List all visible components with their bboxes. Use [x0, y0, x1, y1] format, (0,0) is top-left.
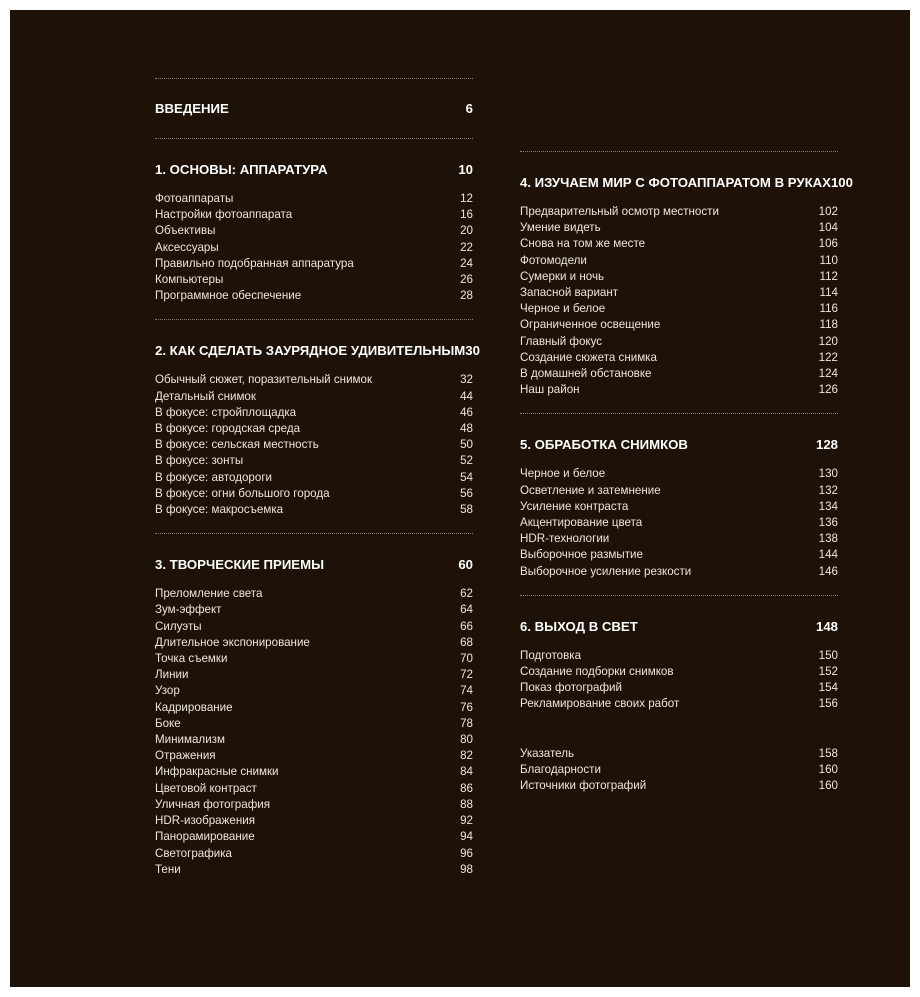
toc-entry[interactable] — [155, 651, 473, 667]
toc-entry[interactable] — [520, 664, 838, 680]
entry-page: 22 — [460, 240, 473, 254]
toc-entry[interactable] — [520, 204, 838, 220]
entry-title: Запасной вариант — [520, 286, 619, 300]
entry-page: 116 — [819, 302, 838, 316]
toc-section-heading[interactable] — [520, 437, 838, 453]
entry-page: 122 — [818, 350, 838, 364]
toc-entry[interactable] — [520, 531, 838, 547]
toc-entry[interactable] — [155, 191, 473, 207]
toc-section-heading[interactable] — [155, 343, 480, 359]
entry-page: 134 — [818, 499, 838, 513]
entry-page: 50 — [460, 438, 473, 452]
entry-title: Ограниченное освещение — [520, 318, 661, 332]
toc-entry[interactable] — [155, 453, 473, 469]
section-page: 30 — [465, 343, 480, 359]
entry-title: Фотомодели — [520, 253, 587, 267]
entry-page: 56 — [460, 486, 473, 500]
entry-page: 124 — [818, 367, 838, 381]
entry-page: 68 — [460, 635, 473, 649]
entry-page: 76 — [460, 700, 473, 714]
entry-title: Боке — [155, 716, 181, 730]
toc-entry[interactable] — [155, 272, 473, 288]
dotted-divider — [155, 319, 473, 320]
entry-title: Преломление света — [155, 587, 263, 601]
toc-entry[interactable] — [155, 256, 473, 272]
dotted-divider — [520, 151, 838, 152]
entry-page: 136 — [818, 516, 838, 530]
toc-entry[interactable] — [520, 285, 838, 301]
section-title: 4. ИЗУЧАЕМ МИР С ФОТОАППАРАТОМ В РУКАХ — [520, 175, 831, 190]
entry-title: Светографика — [155, 846, 233, 860]
entry-page: 82 — [460, 749, 473, 763]
entry-page: 54 — [460, 470, 473, 484]
toc-entry[interactable] — [520, 564, 838, 580]
toc-entry[interactable] — [155, 240, 473, 256]
toc-entry[interactable] — [520, 696, 838, 712]
entry-title: Тени — [155, 862, 181, 876]
entry-page: 48 — [460, 422, 473, 436]
dotted-divider — [155, 533, 473, 534]
entry-page: 32 — [460, 373, 473, 387]
toc-entry[interactable] — [155, 288, 473, 304]
toc-entry[interactable] — [155, 781, 473, 797]
toc-entry-list — [520, 204, 838, 398]
entry-title: В фокусе: зонты — [155, 454, 244, 468]
toc-entry[interactable] — [155, 683, 473, 699]
entry-title: Выборочное усиление резкости — [520, 564, 692, 578]
toc-entry[interactable] — [520, 334, 838, 350]
entry-page: 158 — [818, 746, 838, 760]
toc-entry[interactable] — [520, 382, 838, 398]
entry-title: Минимализм — [155, 733, 225, 747]
entry-page: 154 — [818, 681, 838, 695]
entry-title: HDR-изображения — [155, 814, 255, 828]
entry-page: 160 — [818, 762, 838, 776]
toc-left-column — [155, 78, 480, 878]
entry-title: Фотоаппараты — [155, 192, 234, 205]
entry-page: 16 — [460, 208, 473, 222]
entry-title: В фокусе: городская среда — [155, 422, 301, 436]
entry-page: 104 — [818, 221, 838, 235]
entry-page: 118 — [819, 318, 838, 332]
entry-title: Кадрирование — [155, 700, 233, 714]
entry-page: 146 — [818, 564, 838, 578]
toc-entry[interactable] — [155, 748, 473, 764]
entry-title: Инфракрасные снимки — [155, 765, 279, 779]
entry-page: 114 — [819, 286, 838, 300]
toc-entry[interactable] — [520, 483, 838, 499]
entry-page: 110 — [819, 253, 838, 267]
entry-page: 132 — [818, 483, 838, 497]
entry-title: Настройки фотоаппарата — [155, 208, 293, 222]
toc-entry[interactable] — [155, 502, 473, 518]
entry-page: 94 — [460, 830, 473, 844]
entry-page: 66 — [460, 619, 473, 633]
entry-title: В фокусе: стройплощадка — [155, 405, 297, 419]
entry-title: Компьютеры — [155, 273, 224, 287]
entry-page: 144 — [818, 548, 838, 562]
entry-title: В фокусе: огни большого города — [155, 486, 330, 500]
entry-page: 28 — [460, 289, 473, 303]
entry-page: 44 — [460, 389, 473, 403]
entry-title: Линии — [155, 668, 189, 682]
section-title: 1. ОСНОВЫ: АППАРАТУРА — [155, 162, 328, 177]
entry-page: 64 — [460, 603, 473, 617]
entry-page: 74 — [460, 684, 473, 698]
toc-section-heading[interactable] — [520, 619, 838, 635]
section-title: 6. ВЫХОД В СВЕТ — [520, 618, 638, 634]
entry-page: 46 — [460, 405, 473, 419]
toc-appendix-list — [520, 746, 838, 795]
entry-title: Подготовка — [520, 648, 582, 662]
entry-page: 52 — [460, 454, 473, 468]
entry-page: 150 — [818, 648, 838, 662]
toc-entry[interactable] — [155, 667, 473, 683]
entry-page: 130 — [818, 467, 838, 481]
entry-page: 12 — [460, 192, 473, 205]
entry-page: 88 — [460, 797, 473, 811]
entry-title: В фокусе: сельская местность — [155, 438, 319, 452]
entry-title: Черное и белое — [520, 467, 606, 481]
entry-page: 160 — [818, 779, 838, 793]
toc-entry[interactable] — [155, 764, 473, 780]
entry-title: Точка съемки — [155, 652, 228, 666]
section-title: 2. КАК СДЕЛАТЬ ЗАУРЯДНОЕ УДИВИТЕЛЬНЫМ — [155, 343, 466, 359]
section-title: 3. ТВОРЧЕСКИЕ ПРИЕМЫ — [155, 557, 324, 573]
entry-title: Создание сюжета снимка — [520, 350, 657, 364]
entry-title: Умение видеть — [520, 221, 601, 235]
entry-title: В домашней обстановке — [520, 367, 652, 381]
entry-title: Наш район — [520, 383, 580, 397]
entry-title: Цветовой контраст — [155, 781, 257, 795]
entry-title: Панорамирование — [155, 830, 255, 844]
toc-entry[interactable] — [155, 813, 473, 829]
toc-entry[interactable] — [155, 602, 473, 618]
entry-title: Усиление контраста — [520, 499, 629, 513]
entry-title: Благодарности — [520, 762, 601, 776]
toc-section-heading[interactable] — [520, 175, 853, 191]
entry-page: 102 — [818, 205, 838, 218]
toc-entry[interactable] — [520, 648, 838, 664]
section-title: 5. ОБРАБОТКА СНИМКОВ — [520, 437, 688, 453]
toc-entry[interactable] — [520, 746, 838, 762]
entry-page: 26 — [460, 273, 473, 287]
entry-page: 152 — [818, 665, 838, 679]
toc-entry[interactable] — [155, 619, 473, 635]
entry-page: 98 — [460, 862, 473, 876]
entry-page: 80 — [460, 733, 473, 747]
toc-entry[interactable] — [155, 700, 473, 716]
toc-entry[interactable] — [520, 301, 838, 317]
toc-entry[interactable] — [520, 499, 838, 515]
entry-title: Объективы — [155, 224, 216, 238]
entry-title: Источники фотографий — [520, 779, 647, 793]
section-page: 60 — [458, 557, 473, 573]
entry-page: 138 — [818, 532, 838, 546]
toc-entry[interactable] — [520, 269, 838, 285]
entry-title: Черное и белое — [520, 302, 606, 316]
entry-title: HDR-технологии — [520, 532, 610, 546]
toc-entry[interactable] — [155, 389, 473, 405]
entry-page: 70 — [460, 652, 473, 666]
toc-entry[interactable] — [520, 236, 838, 252]
entry-page: 92 — [460, 814, 473, 828]
entry-title: Осветление и затемнение — [520, 483, 661, 497]
entry-title: Детальный снимок — [155, 389, 256, 403]
toc-entry[interactable] — [155, 586, 473, 602]
toc-entry[interactable] — [155, 372, 473, 388]
toc-entry-list — [520, 648, 838, 713]
entry-title: Предварительный осмотр местности — [520, 205, 719, 218]
entry-title: Выборочное размытие — [520, 548, 643, 562]
entry-page: 24 — [460, 256, 473, 270]
entry-page: 72 — [460, 668, 473, 682]
entry-title: Отражения — [155, 749, 216, 763]
section-title: ВВЕДЕНИЕ — [155, 101, 229, 116]
toc-entry[interactable] — [155, 846, 473, 862]
entry-page: 156 — [818, 697, 838, 711]
entry-page: 20 — [460, 224, 473, 238]
toc-right-column — [520, 151, 853, 794]
toc-entry[interactable] — [155, 862, 473, 878]
entry-page: 86 — [460, 781, 473, 795]
toc-entry[interactable] — [155, 437, 473, 453]
section-page: 6 — [465, 101, 473, 116]
dotted-divider — [155, 78, 473, 79]
entry-title: Акцентирование цвета — [520, 516, 643, 530]
toc-page — [10, 10, 910, 987]
entry-title: Силуэты — [155, 619, 202, 633]
section-page: 10 — [458, 162, 473, 177]
section-page: 100 — [830, 175, 853, 190]
toc-entry[interactable] — [520, 220, 838, 236]
entry-page: 96 — [460, 846, 473, 860]
toc-entry[interactable] — [520, 515, 838, 531]
toc-entry[interactable] — [520, 547, 838, 563]
toc-entry-list — [155, 586, 473, 878]
toc-entry-list — [155, 372, 473, 518]
toc-entry[interactable] — [155, 797, 473, 813]
section-page: 148 — [815, 618, 838, 634]
toc-entry[interactable] — [155, 470, 473, 486]
toc-entry[interactable] — [155, 421, 473, 437]
entry-title: Показ фотографий — [520, 681, 622, 695]
entry-page: 78 — [460, 716, 473, 730]
toc-entry[interactable] — [520, 350, 838, 366]
toc-entry[interactable] — [520, 366, 838, 382]
entry-title: Рекламирование своих работ — [520, 697, 680, 711]
toc-entry[interactable] — [520, 778, 838, 794]
entry-page: 126 — [818, 383, 838, 397]
entry-title: Зум-эффект — [155, 603, 222, 617]
entry-page: 106 — [818, 237, 838, 251]
dotted-divider — [520, 595, 838, 596]
entry-title: В фокусе: макросъемка — [155, 503, 284, 517]
toc-entry[interactable] — [155, 732, 473, 748]
entry-title: Снова на том же месте — [520, 237, 646, 251]
dotted-divider — [520, 413, 838, 414]
entry-title: Программное обеспечение — [155, 289, 302, 303]
toc-entry[interactable] — [155, 223, 473, 239]
toc-entry-list — [520, 466, 838, 579]
section-page: 128 — [815, 437, 838, 453]
toc-entry[interactable] — [155, 405, 473, 421]
entry-title: Узор — [155, 684, 180, 698]
entry-title: Сумерки и ночь — [520, 269, 605, 283]
toc-entry[interactable] — [155, 207, 473, 223]
toc-entry[interactable] — [155, 829, 473, 845]
entry-title: Длительное экспонирование — [155, 635, 310, 649]
toc-entry[interactable] — [520, 317, 838, 333]
toc-entry-list — [155, 191, 473, 304]
entry-title: Указатель — [520, 746, 575, 760]
toc-entry[interactable] — [520, 762, 838, 778]
toc-section-heading[interactable] — [155, 557, 473, 573]
toc-entry[interactable] — [155, 716, 473, 732]
entry-page: 112 — [819, 269, 838, 283]
toc-entry[interactable] — [520, 680, 838, 696]
entry-title: Обычный сюжет, поразительный снимок — [155, 373, 373, 387]
entry-page: 84 — [460, 765, 473, 779]
dotted-divider — [155, 138, 473, 139]
entry-title: Правильно подобранная аппаратура — [155, 256, 354, 270]
entry-title: Аксессуары — [155, 240, 219, 254]
entry-title: Создание подборки снимков — [520, 665, 674, 679]
toc-section-heading[interactable] — [155, 162, 473, 178]
entry-title: В фокусе: автодороги — [155, 470, 273, 484]
entry-page: 58 — [460, 503, 473, 517]
toc-entry[interactable] — [520, 466, 838, 482]
entry-title: Главный фокус — [520, 334, 603, 348]
entry-page: 120 — [818, 334, 838, 348]
entry-title: Уличная фотография — [155, 797, 270, 811]
toc-intro-heading[interactable] — [155, 101, 473, 117]
toc-entry[interactable] — [155, 486, 473, 502]
toc-entry[interactable] — [520, 253, 838, 269]
entry-page: 62 — [460, 587, 473, 601]
toc-entry[interactable] — [155, 635, 473, 651]
